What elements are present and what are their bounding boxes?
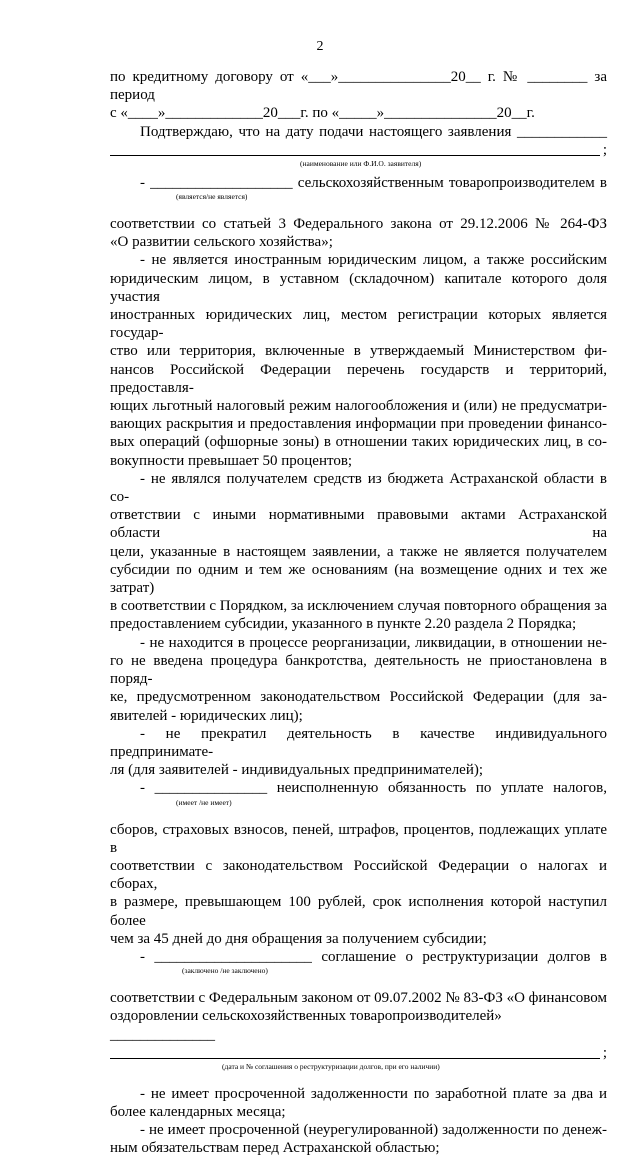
has-obligation-line [110,779,607,797]
para3-line: субсидии по одним и тем же основаниям (на возмещение одних и тех же затрат) [110,561,607,597]
para3-line: в соответствии с Порядком, за исключением случая повторного обращения за [110,598,607,615]
para3-line: цели, указанные в настоящем заявлении, а также не является получателем [110,543,607,560]
is-producer-rest: сельскохозяйственным товаропроизводителем в [297,174,607,191]
para8-line: более календарных месяца; [110,1103,286,1120]
has-obligation-rest: неисполненную обязанность по уплате налогов, [276,780,608,797]
paragraph-4 [110,634,607,725]
para6-line: чем за 45 дней до дня обращения за получением субсидии; [110,930,487,947]
caption-concluded: (заключено /не заключено) [182,966,268,976]
period-line: с «____»_____________20___г. по «_____»_______________20__г. [110,105,535,122]
para5-line: ля (для заявителей - индивидуальных предпринимателей); [110,762,484,779]
para1-line: соответствии со статьей 3 Федерального закона от 29.12.2006 № 264-ФЗ [110,216,607,233]
caption-applicant: (наименование или Ф.И.О. заявителя) [300,158,422,168]
para1-line: «О развитии сельского хозяйства»; [110,234,333,251]
para6-line: сборов, страховых взносов, пеней, штрафов, процентов, подлежащих уплате в [110,821,607,856]
para9-line: - не имеет просроченной (неурегулированной) задолженности по денеж- [140,1122,607,1139]
has-caption-line [110,798,607,809]
concluded-rest: соглашение о реструктуризации долгов в [321,948,607,965]
para8-line: - не имеет просроченной задолженности по заработной плате за два и [140,1085,607,1102]
page-number: 2 [316,39,324,54]
para2-line: юридическим лицом, в уставном (складочном) капитале которого доля участия [110,270,607,305]
para2-line: иностранных юридических лиц, местом регистрации которых является государ- [110,307,607,342]
para4-line: ке, предусмотренном законодательством Российской Федерации (для за- [110,689,607,706]
paragraph-9 [110,1121,607,1157]
agreement-line [110,1044,607,1062]
applicant-name-semicolon: ; [602,141,607,158]
para9-line: ным обязательствам перед Астраханской областью; [110,1140,440,1157]
applicant-caption-line [110,159,607,170]
para4-line: - не находится в процессе реорганизации, ликвидации, в отношении не- [140,634,607,651]
agreement-caption-line [110,1062,607,1073]
para4-line: явителей - юридических лиц); [110,707,303,724]
is-caption-line [110,192,607,203]
para5-line: - не прекратил деятельность в качестве индивидуального предпринимате- [110,725,607,760]
para2-line: вых операций (офшорные зоны) в отношении таких юридических лиц, в со- [110,434,607,451]
para3-line: - не являлся получателем средств из бюджета Астраханской области в со- [110,470,607,506]
agreement-blank[interactable] [110,1044,600,1059]
paragraph-6 [110,821,607,948]
para6-line: соответствии с законодательством Российской Федерации о налогах и сборах, [110,857,607,893]
concluded-caption-line [110,966,607,977]
concluded-line [110,948,607,966]
paragraph-2 [110,251,607,469]
paragraph-8 [110,1085,607,1121]
para2-line: - не является иностранным юридическим лицом, а также российским [140,252,607,269]
applicant-name-blank[interactable] [110,141,600,156]
para2-line: нансов Российской Федерации перечень государств и территорий, предоставля- [110,361,607,396]
caption-is: (является/не является) [176,192,248,202]
para7-line: соответствии с Федеральным законом от 09.07.2002 № 83-ФЗ «О финансовом [110,990,607,1007]
para3-line: предоставлением субсидии, указанного в пункте 2.20 раздела 2 Порядка; [110,616,577,633]
para3-line: ответствии с иными нормативными правовыми актами Астраханской области на [110,507,607,542]
paragraph-3 [110,470,607,634]
agreement-semicolon: ; [602,1044,607,1061]
paragraph-7 [110,989,607,1044]
is-producer-line [110,174,607,192]
credit-agreement-line: по кредитному договору от «___»_______________20__ г. № ________ за период [110,69,607,104]
is-producer-prefix: - ___________________ [140,174,293,191]
para6-line: в размере, превышающем 100 рублей, срок исполнения которой наступил более [110,894,607,929]
confirmation-line: Подтверждаю, что на дату подачи настоящего заявления ____________ [140,123,607,140]
para2-line: вокупности превышает 50 процентов; [110,452,353,469]
document-body [110,68,607,1158]
para4-line: го не введена процедура банкротства, деятельность не приостановлена в поряд- [110,652,607,688]
para7-line: оздоровлении сельскохозяйственных товаропроизводителей» ______________ [110,1008,502,1043]
paragraph-1 [110,215,607,251]
concluded-prefix: - _____________________ [140,948,312,965]
caption-agreement: (дата и № соглашения о реструктуризации долгов, при его наличии) [222,1061,440,1071]
para2-line: вающих раскрытия и предоставления информации при проведении финансо- [110,416,607,433]
has-obligation-prefix: - _______________ [140,780,268,797]
caption-has: (имеет /не имеет) [176,797,232,807]
applicant-name-line [110,141,607,159]
para2-line: ющих льготный налоговый режим налогообложения и (или) не предусматри- [110,398,607,415]
paragraph-5 [110,725,607,780]
para2-line: ство или территория, включенные в утверждаемый Министерством фи- [110,343,607,360]
